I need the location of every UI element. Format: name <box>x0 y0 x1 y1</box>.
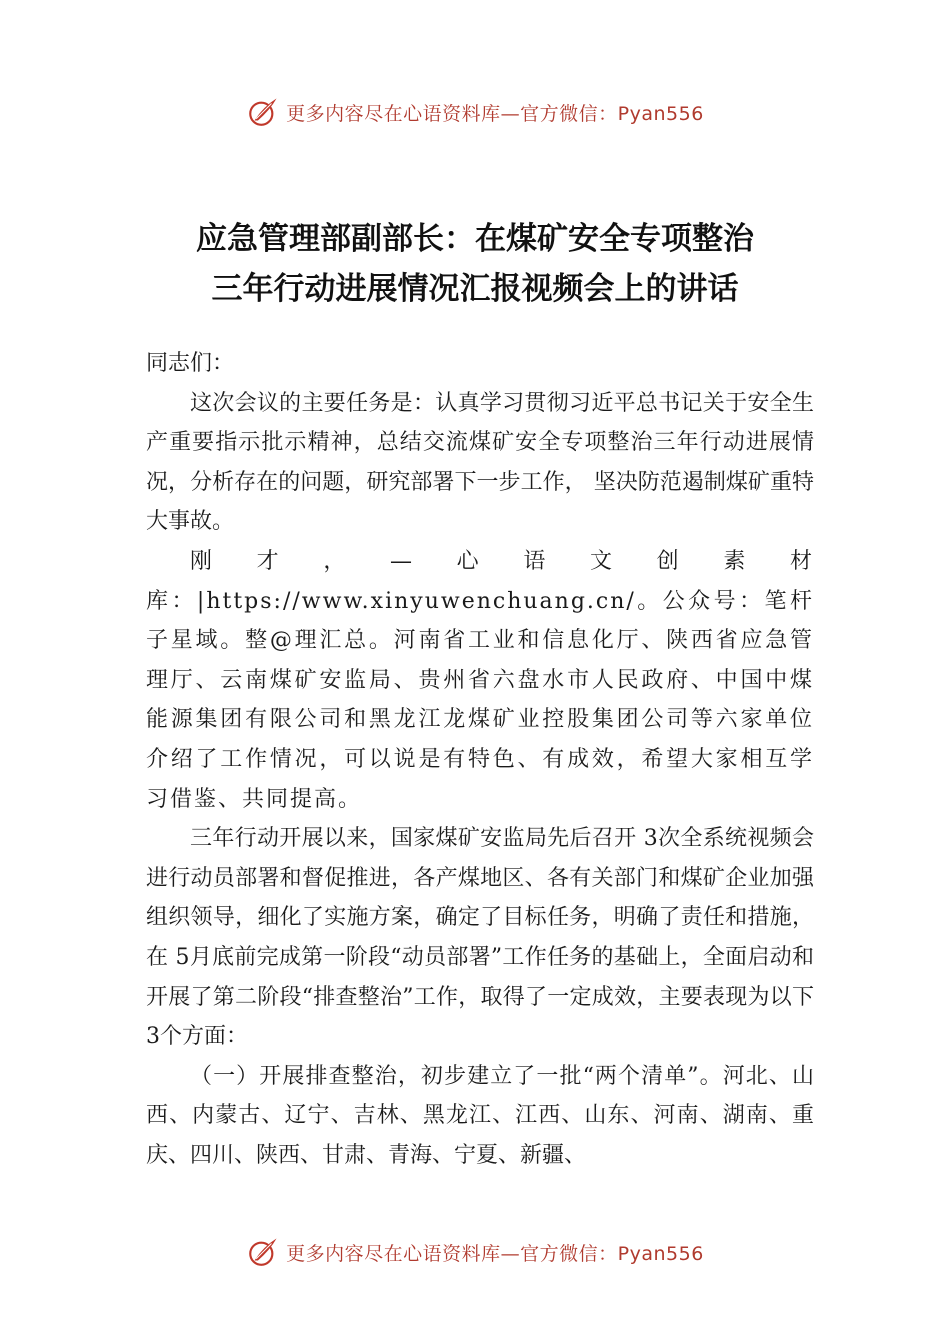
salutation: 同志们： <box>146 351 235 376</box>
paragraph-2: 刚才，—心语文创素材库：|https://www.xinyuwenchuang.cn/。公众号：笔杆子星域。整@理汇总。河南省工业和信息化厅、陕西省应急管理厅、云南煤矿安监局、贵州省六盘水市人民政府、中国中煤能源集团有限公司和黑龙江龙煤矿业控股集团公司等六家单位介绍了工作情况，可以说是有特色、有成效，希望大家相互学习借鉴、共同提高。 <box>146 548 814 812</box>
quill-logo-icon <box>246 95 280 129</box>
title-line-1: 应急管理部副部长：在煤矿安全专项整治 <box>196 221 754 257</box>
footer-banner <box>0 1232 950 1272</box>
document-title <box>0 214 950 314</box>
paragraph-3: 三年行动开展以来，国家煤矿安监局先后召开 3次全系统视频会进行动员部署和督促推进，各产煤地区、各有关部门和煤矿企业加强组织领导，细化了实施方案，确定了目标任务，明确了责任和措施，在 5月底前完成第一阶段“动员部署”工作任务的基础上，全面启动和开展了第二阶段“排查整治”工作，取得了一定成效，主要表现为以下 3个方面： <box>146 826 814 1050</box>
header-banner <box>0 92 950 132</box>
header-banner-text: 更多内容尽在心语资料库—官方微信：Pyan556 <box>286 102 704 125</box>
title-line-2: 三年行动进展情况汇报视频会上的讲话 <box>211 271 739 307</box>
paragraph-1: 这次会议的主要任务是：认真学习贯彻习近平总书记关于安全生产重要指示批示精神，总结交流煤矿安全专项整治三年行动进展情况，分析存在的问题，研究部署下一步工作， 坚决防范遏制煤矿重特大事故。 <box>146 390 814 535</box>
footer-banner-text: 更多内容尽在心语资料库—官方微信：Pyan556 <box>286 1242 704 1265</box>
paragraph-4: （一）开展排查整治，初步建立了一批“两个清单”。河北、山西、内蒙古、辽宁、吉林、黑龙江、江西、山东、河南、湖南、重庆、四川、陕西、甘肃、青海、宁夏、新疆、 <box>146 1063 814 1168</box>
quill-logo-icon <box>246 1235 280 1269</box>
document-body <box>146 344 814 1175</box>
